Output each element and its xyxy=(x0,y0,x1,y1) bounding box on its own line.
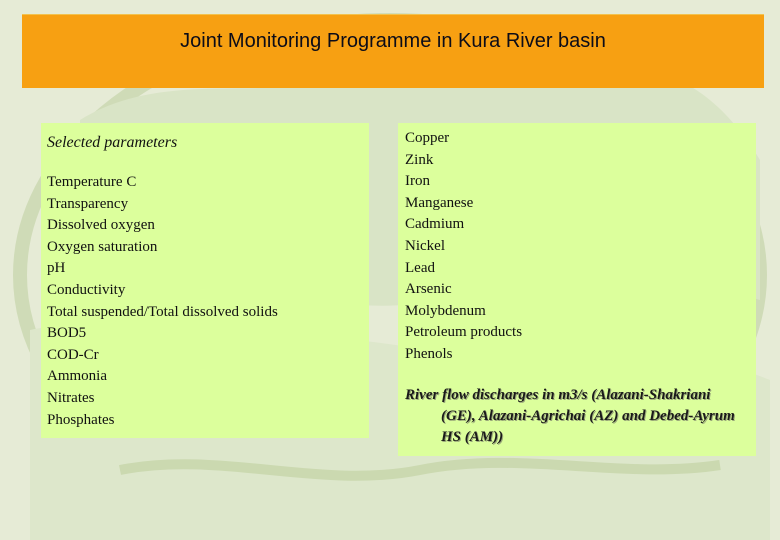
list-item: Molybdenum xyxy=(405,302,486,319)
list-item: Transparency xyxy=(47,195,129,212)
page-title: Joint Monitoring Programme in Kura River basin xyxy=(180,30,606,52)
list-item: Iron xyxy=(405,173,430,190)
list-item: Temperature C xyxy=(47,174,137,190)
list-item: Dissolved oxygen xyxy=(47,217,155,234)
list-item: Nitrates xyxy=(47,389,95,406)
list-item: Nickel xyxy=(405,237,445,254)
list-item: COD-Cr xyxy=(47,346,99,363)
metals-parameters-panel xyxy=(398,123,756,456)
list-item: Phosphates xyxy=(47,411,115,428)
list-item: Conductivity xyxy=(47,281,126,298)
list-item: Copper xyxy=(405,130,450,146)
list-item: Arsenic xyxy=(405,281,452,298)
list-item: Oxygen saturation xyxy=(47,238,158,255)
list-item: Zink xyxy=(405,151,434,168)
list-item: Cadmium xyxy=(405,216,465,233)
list-item: Lead xyxy=(405,259,435,276)
title-banner xyxy=(22,14,764,88)
list-item: BOD5 xyxy=(47,325,87,342)
list-item: Ammonia xyxy=(47,368,107,385)
selected-parameters-panel xyxy=(41,123,369,438)
parameter-list-right xyxy=(405,128,756,366)
selected-parameters-heading: Selected parameters xyxy=(47,134,178,151)
list-item: Total suspended/Total dissolved solids xyxy=(47,303,278,320)
list-item: Manganese xyxy=(405,194,474,211)
parameter-list-left xyxy=(47,172,369,431)
river-flow-note: River flow discharges in m3/s (Alazani-Shakriani (GE), Alazani-Agrichai (AZ) and Debed-Ayrum HS (AM)) xyxy=(405,386,735,445)
list-item: pH xyxy=(47,260,66,277)
list-item: Petroleum products xyxy=(405,324,523,341)
list-item: Phenols xyxy=(405,345,453,362)
